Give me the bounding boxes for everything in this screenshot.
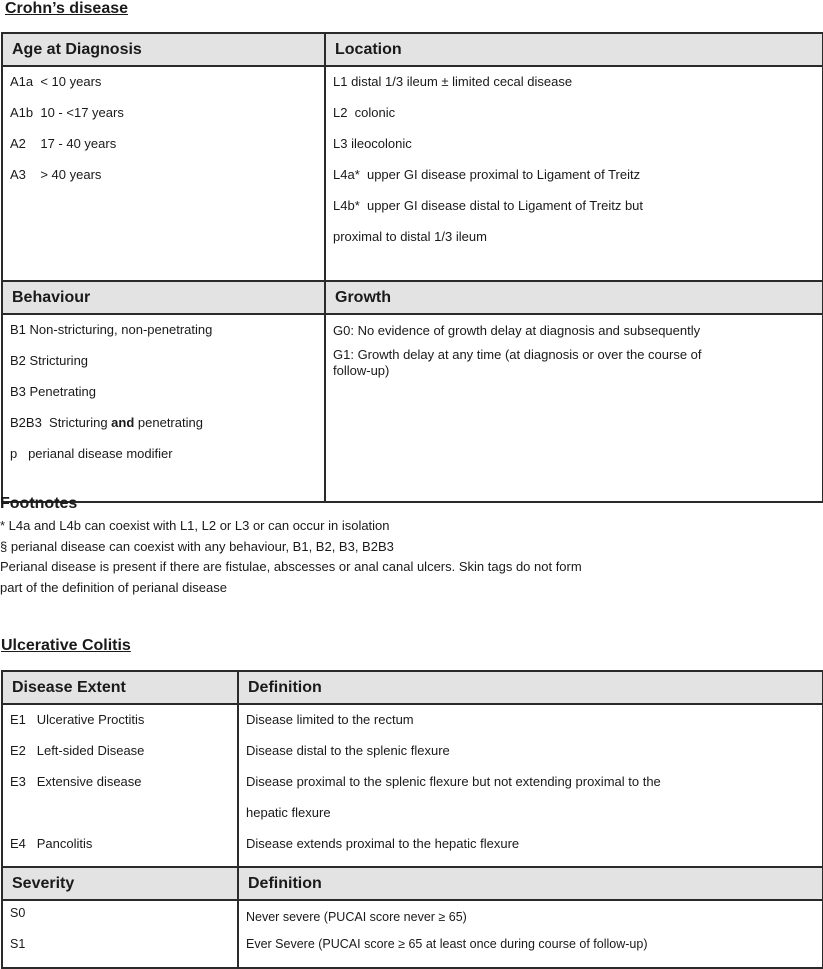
extent-definition: Disease limited to the rectum — [246, 712, 414, 727]
location-item: L4b* upper GI disease distal to Ligament of Treitz but — [333, 198, 644, 213]
extent-cell — [2, 704, 238, 867]
age-item: A1b 10 - <17 years — [10, 105, 124, 120]
extent-item: E2 Left-sided Disease — [10, 743, 145, 758]
severity-header: Severity — [2, 867, 238, 900]
location-cell — [325, 66, 823, 281]
age-item: A2 17 - 40 years — [10, 136, 117, 151]
severity-item: S0 — [10, 906, 26, 920]
severity-item: S1 — [10, 937, 26, 951]
extent-definition: Disease extends proximal to the hepatic flexure — [246, 836, 520, 851]
extent-definition: Disease proximal to the splenic flexure but not extending proximal to the — [246, 774, 661, 789]
extent-item: E4 Pancolitis — [10, 836, 93, 851]
location-item: L1 distal 1/3 ileum ± limited cecal disease — [333, 74, 573, 89]
severity-definition-header: Definition — [238, 867, 823, 900]
uc-table — [1, 670, 823, 969]
crohns-title: Crohn’s disease — [5, 0, 129, 17]
extent-item — [10, 804, 237, 835]
extent-definition: hepatic flexure — [246, 805, 331, 820]
footnote-line: * L4a and L4b can coexist with L1, L2 or L3 or can occur in isolation — [0, 518, 390, 533]
location-header: Location — [325, 33, 823, 66]
age-item: A3 > 40 years — [10, 167, 102, 182]
location-item: proximal to distal 1/3 ileum — [333, 229, 487, 244]
behaviour-item — [10, 414, 324, 445]
location-item: L3 ileocolonic — [333, 136, 412, 151]
extent-definition-cell — [238, 704, 823, 867]
footnotes — [0, 494, 823, 598]
growth-item: G0: No evidence of growth delay at diagnosis and subsequently — [333, 323, 701, 338]
behaviour-cell — [2, 314, 325, 502]
extent-item: E3 Extensive disease — [10, 774, 142, 789]
growth-cell — [325, 314, 823, 502]
location-item: L2 colonic — [333, 105, 396, 120]
behaviour-item: p perianal disease modifier — [10, 446, 173, 461]
footnote-line: § perianal disease can coexist with any behaviour, B1, B2, B3, B2B3 — [0, 538, 394, 554]
behaviour-b2b3-prefix: B2B3 Stricturing — [10, 415, 112, 430]
disease-extent-header: Disease Extent — [2, 671, 238, 704]
behaviour-b2b3-bold: and — [111, 415, 135, 430]
age-at-diagnosis-header: Age at Diagnosis — [2, 33, 325, 66]
severity-definition: Ever Severe (PUCAI score ≥ 65 at least once during course of follow-up) — [246, 937, 648, 951]
footnote-line: part of the definition of perianal disease — [0, 579, 227, 595]
location-item: L4a* upper GI disease proximal to Ligament of Treitz — [333, 167, 641, 182]
behaviour-b2b3-suffix: penetrating — [134, 415, 203, 430]
footnote-line: Perianal disease is present if there are fistulae, abscesses or anal canal ulcers. Skin tags do not form — [0, 559, 582, 574]
behaviour-header: Behaviour — [2, 281, 325, 314]
severity-cell — [2, 900, 238, 968]
age-item: A1a < 10 years — [10, 74, 102, 89]
behaviour-item: B3 Penetrating — [10, 384, 97, 399]
severity-definition: Never severe (PUCAI score never ≥ 65) — [246, 910, 467, 924]
uc-title: Ulcerative Colitis — [1, 637, 131, 654]
behaviour-item: B2 Stricturing — [10, 353, 89, 368]
footnotes-title: Footnotes — [0, 495, 78, 512]
growth-header: Growth — [325, 281, 823, 314]
crohns-table — [1, 32, 823, 503]
age-cell — [2, 66, 325, 281]
extent-definition-header: Definition — [238, 671, 823, 704]
extent-item: E1 Ulcerative Proctitis — [10, 712, 145, 727]
behaviour-item: B1 Non-stricturing, non-penetrating — [10, 322, 213, 337]
growth-item: G1: Growth delay at any time (at diagnosis or over the course of follow-up) — [333, 347, 702, 378]
severity-definition-cell — [238, 900, 823, 968]
extent-definition: Disease distal to the splenic flexure — [246, 743, 450, 758]
